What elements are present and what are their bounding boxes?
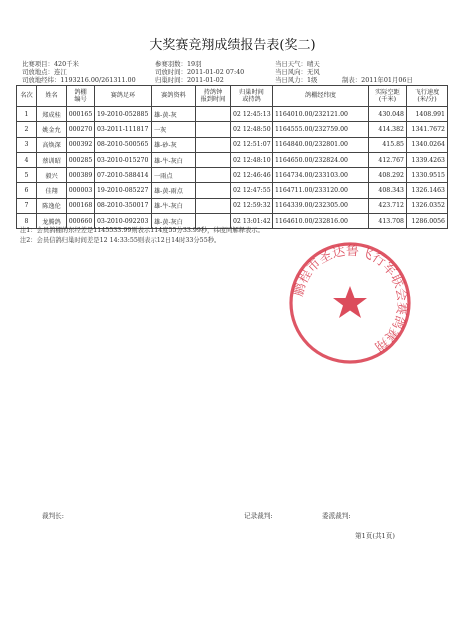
table-cell xyxy=(196,122,231,137)
referee-chief-label: 裁判长: xyxy=(42,512,65,520)
table-cell: 07-2010-588414 xyxy=(95,168,152,183)
table-cell: 1164734.00/233103.00 xyxy=(273,168,369,183)
table-cell: 02 12:59:32 xyxy=(231,198,273,213)
table-cell: 03-2011-111817 xyxy=(95,122,152,137)
table-row xyxy=(17,152,448,167)
release-place: 司放地点：连江 xyxy=(22,68,67,76)
table-cell xyxy=(196,198,231,213)
table-cell: 08-2010-350017 xyxy=(95,198,152,213)
table-cell: 415.85 xyxy=(369,137,407,152)
table-cell xyxy=(196,137,231,152)
table-cell: 姚金允 xyxy=(37,122,67,137)
table-cell: 8 xyxy=(17,214,37,229)
table-cell: 02 12:48:50 xyxy=(231,122,273,137)
table-cell: 412.767 xyxy=(369,152,407,167)
table-cell: 430.048 xyxy=(369,107,407,122)
release-coords: 司放地经纬：1193216.00/261311.00 xyxy=(22,76,136,84)
table-cell: 郑成桂 xyxy=(37,107,67,122)
table-cell: 1164555.00/232759.00 xyxy=(273,122,369,137)
table-cell: 03-2010-092203 xyxy=(95,214,152,229)
table-header-row xyxy=(17,86,448,107)
column-header: 实际空距 (千米) xyxy=(369,86,407,107)
table-cell: 雄-牛-灰白 xyxy=(152,198,196,213)
table-cell: 19-2010-052885 xyxy=(95,107,152,122)
release-time: 司放时间：2011-01-02 07:40 xyxy=(155,68,245,76)
official-seal xyxy=(286,239,414,367)
page-number: 第1页(共1页) xyxy=(355,532,395,540)
column-header: 赛鸽足环 xyxy=(95,86,152,107)
table-cell: 1330.9515 xyxy=(407,168,448,183)
table-cell: 02 12:48:10 xyxy=(231,152,273,167)
table-cell: 423.712 xyxy=(369,198,407,213)
table-cell xyxy=(196,168,231,183)
table-row xyxy=(17,183,448,198)
made-date: 制表：2011年01月06日 xyxy=(342,76,413,84)
table-cell: 02 13:01:42 xyxy=(231,214,273,229)
table-cell: 2 xyxy=(17,122,37,137)
table-cell: 4 xyxy=(17,152,37,167)
table-cell: 02 12:47:55 xyxy=(231,183,273,198)
table-cell: 1326.1463 xyxy=(407,183,448,198)
table-cell: 08-2010-500565 xyxy=(95,137,152,152)
column-header: 鸽棚经纬度 xyxy=(273,86,369,107)
table-cell: 陈逸伦 xyxy=(37,198,67,213)
recorder-label: 记录裁判: xyxy=(244,512,273,520)
column-header: 飞行速度 (米/分) xyxy=(407,86,448,107)
table-cell: 000168 xyxy=(67,198,95,213)
table-row xyxy=(17,137,448,152)
weather: 当日天气：晴天 xyxy=(275,60,320,68)
table-cell: 1164840.00/232801.00 xyxy=(273,137,369,152)
table-cell: 19-2010-085227 xyxy=(95,183,152,198)
table-body xyxy=(17,107,448,229)
wind-direction: 当日风向：无风 xyxy=(275,68,320,76)
table-cell: 000389 xyxy=(67,168,95,183)
table-cell: 408.292 xyxy=(369,168,407,183)
return-time: 归巢时间：2011-01-02 xyxy=(155,76,224,84)
table-row xyxy=(17,122,448,137)
table-cell: 1164650.00/232824.00 xyxy=(273,152,369,167)
table-cell: 1286.0056 xyxy=(407,214,448,229)
table-cell: 414.382 xyxy=(369,122,407,137)
table-cell: 1164711.00/233120.00 xyxy=(273,183,369,198)
table-cell: 毅兴 xyxy=(37,168,67,183)
note-2: 注2：会员信鸽归巢时间差是12 14:33:55则表示12日14时33分55秒。 xyxy=(20,237,221,244)
table-cell: 雄-牛-灰白 xyxy=(152,152,196,167)
table-cell: 000165 xyxy=(67,107,95,122)
table-cell: 1326.0352 xyxy=(407,198,448,213)
table-cell: 413.708 xyxy=(369,214,407,229)
table-cell: 1164610.00/232816.00 xyxy=(273,214,369,229)
table-cell: 龙腾鸽 xyxy=(37,214,67,229)
race-item: 比赛项目：420千米 xyxy=(22,60,79,68)
wind-force: 当日风力：1级 xyxy=(275,76,318,84)
table-row xyxy=(17,198,448,213)
table-cell: 一雨点 xyxy=(152,168,196,183)
table-cell: 03-2010-015270 xyxy=(95,152,152,167)
table-cell: 雄-黄-灰 xyxy=(152,107,196,122)
seal-text: 鹏程市圣达鲁飞行军联会赛鸽赛翔 xyxy=(291,243,410,354)
table-cell: 000285 xyxy=(67,152,95,167)
entries-count: 参赛羽数：19羽 xyxy=(155,60,202,68)
table-cell: 000003 xyxy=(67,183,95,198)
table-cell: 高焕深 xyxy=(37,137,67,152)
table-cell: 一灰 xyxy=(152,122,196,137)
column-header: 持鸽钟 报到时间 xyxy=(196,86,231,107)
table-cell: 1341.7672 xyxy=(407,122,448,137)
table-cell: 6 xyxy=(17,183,37,198)
table-cell: 雄-砂-灰 xyxy=(152,137,196,152)
column-header: 名次 xyxy=(17,86,37,107)
table-cell: 000392 xyxy=(67,137,95,152)
table-cell: 雄-黄-雨点 xyxy=(152,183,196,198)
table-cell: 蔡训昭 xyxy=(37,152,67,167)
table-cell xyxy=(196,107,231,122)
table-cell: 1340.0264 xyxy=(407,137,448,152)
column-header: 姓名 xyxy=(37,86,67,107)
table-cell: 408.343 xyxy=(369,183,407,198)
table-cell: 雄-黄-灰白 xyxy=(152,214,196,229)
results-table xyxy=(16,85,448,229)
table-cell: 5 xyxy=(17,168,37,183)
table-cell: 02 12:51:07 xyxy=(231,137,273,152)
table-row xyxy=(17,107,448,122)
table-cell: 1408.991 xyxy=(407,107,448,122)
table-cell: 佳翔 xyxy=(37,183,67,198)
table-cell: 1164010.00/232121.00 xyxy=(273,107,369,122)
table-cell: 1 xyxy=(17,107,37,122)
table-cell: 000660 xyxy=(67,214,95,229)
column-header: 归巢时间 或持鸽 xyxy=(231,86,273,107)
table-cell xyxy=(196,152,231,167)
table-cell: 02 12:46:46 xyxy=(231,168,273,183)
table-row xyxy=(17,168,448,183)
table-cell: 02 12:45:13 xyxy=(231,107,273,122)
column-header: 鸽棚 编号 xyxy=(67,86,95,107)
committee-label: 委派裁判: xyxy=(322,512,351,520)
table-cell: 7 xyxy=(17,198,37,213)
seal-star-icon xyxy=(333,286,367,318)
table-cell: 000270 xyxy=(67,122,95,137)
table-cell: 1339.4263 xyxy=(407,152,448,167)
table-cell xyxy=(196,183,231,198)
table-cell: 3 xyxy=(17,137,37,152)
column-header: 赛鸽资料 xyxy=(152,86,196,107)
table-cell: 1164339.00/232305.00 xyxy=(273,198,369,213)
note-1: 注1：会员鸽棚的东经差是1145533.99则表示114度55分33.99秒，纬度同解释表示。 xyxy=(20,227,264,234)
report-title: 大奖赛竞翔成绩报告表(奖二) xyxy=(149,38,316,53)
